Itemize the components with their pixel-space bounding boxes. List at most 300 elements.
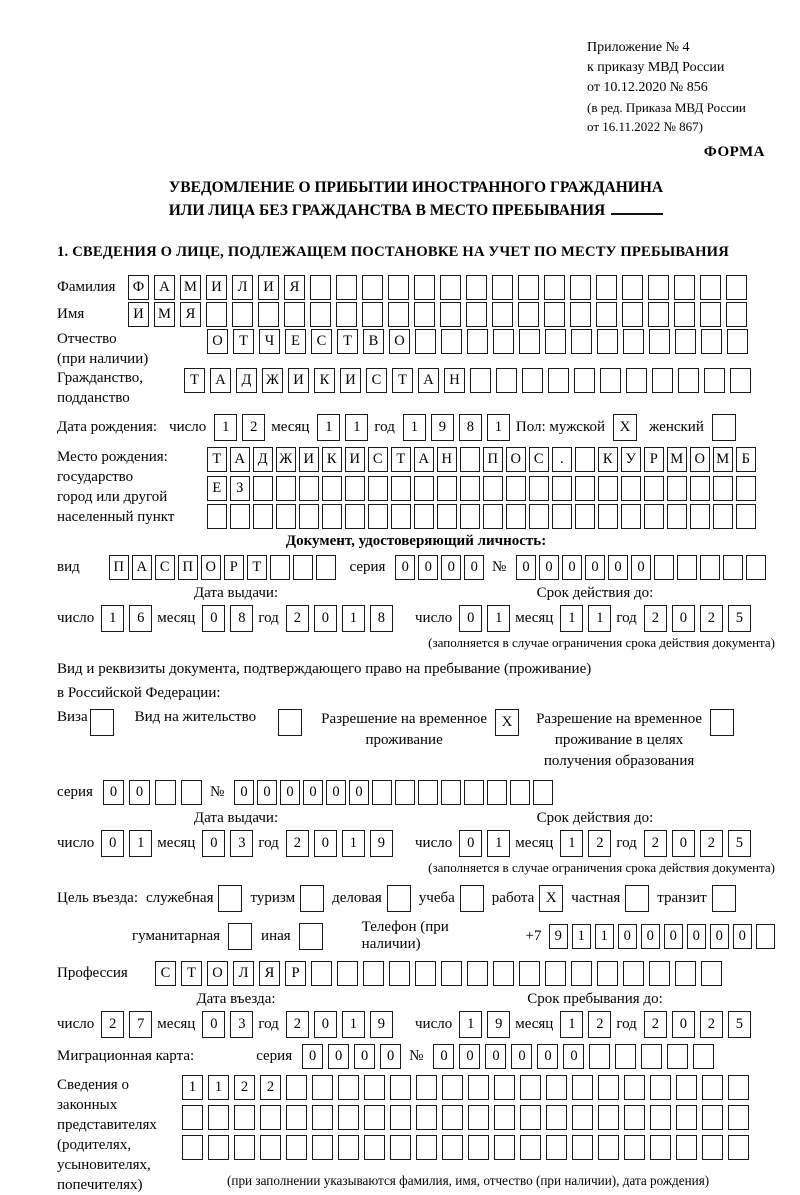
form-cell[interactable]: 0 (459, 1044, 480, 1069)
form-cell[interactable] (545, 329, 566, 354)
form-cell[interactable]: 0 (354, 1044, 375, 1069)
form-cell[interactable]: 3 (230, 830, 253, 857)
sex-female-checkbox[interactable] (712, 414, 736, 441)
form-cell[interactable] (483, 504, 503, 529)
form-cell[interactable] (414, 476, 434, 501)
form-cell[interactable] (310, 302, 331, 327)
form-cell[interactable] (690, 504, 710, 529)
form-cell[interactable]: 0 (672, 1011, 695, 1038)
form-cell[interactable] (623, 961, 644, 986)
form-cell[interactable] (487, 780, 507, 805)
form-cell[interactable]: 1 (560, 605, 583, 632)
form-cell[interactable] (723, 555, 743, 580)
form-cell[interactable]: Я (180, 302, 201, 327)
form-cell[interactable] (650, 1075, 671, 1100)
form-cell[interactable] (208, 1135, 229, 1160)
form-cell[interactable]: О (207, 961, 228, 986)
form-cell[interactable] (756, 924, 776, 949)
form-cell[interactable] (416, 1105, 437, 1130)
form-cell[interactable]: 0 (314, 1011, 337, 1038)
form-cell[interactable]: 0 (710, 924, 730, 949)
form-cell[interactable] (338, 1075, 359, 1100)
form-cell[interactable]: Р (285, 961, 306, 986)
form-cell[interactable]: 0 (539, 555, 559, 580)
form-cell[interactable]: 1 (345, 414, 368, 441)
form-cell[interactable] (362, 302, 383, 327)
form-cell[interactable]: X (495, 709, 519, 736)
form-cell[interactable] (416, 1135, 437, 1160)
form-cell[interactable] (574, 368, 595, 393)
form-cell[interactable] (316, 555, 336, 580)
form-cell[interactable] (299, 504, 319, 529)
form-cell[interactable]: А (418, 368, 439, 393)
form-cell[interactable] (520, 1135, 541, 1160)
form-cell[interactable] (464, 780, 484, 805)
form-cell[interactable] (387, 885, 411, 912)
form-cell[interactable] (494, 1135, 515, 1160)
form-cell[interactable]: 0 (459, 830, 482, 857)
purpose-humanitarian-checkbox[interactable] (228, 923, 252, 950)
form-cell[interactable] (442, 1075, 463, 1100)
form-cell[interactable] (182, 1105, 203, 1130)
form-cell[interactable] (571, 329, 592, 354)
form-cell[interactable]: 1 (560, 1011, 583, 1038)
form-cell[interactable] (529, 504, 549, 529)
form-cell[interactable]: С (368, 447, 388, 472)
form-cell[interactable] (494, 1105, 515, 1130)
form-cell[interactable]: 2 (644, 605, 667, 632)
form-cell[interactable] (726, 302, 747, 327)
form-cell[interactable] (676, 1105, 697, 1130)
form-cell[interactable] (312, 1135, 333, 1160)
form-cell[interactable] (494, 1075, 515, 1100)
form-cell[interactable] (336, 302, 357, 327)
form-cell[interactable] (644, 504, 664, 529)
form-cell[interactable]: 1 (208, 1075, 229, 1100)
form-cell[interactable] (368, 504, 388, 529)
form-cell[interactable] (442, 1105, 463, 1130)
form-cell[interactable] (90, 709, 114, 736)
form-cell[interactable]: К (598, 447, 618, 472)
form-cell[interactable] (702, 1075, 723, 1100)
form-cell[interactable] (650, 1135, 671, 1160)
form-cell[interactable]: 0 (302, 1044, 323, 1069)
form-cell[interactable] (649, 961, 670, 986)
form-cell[interactable]: И (340, 368, 361, 393)
form-cell[interactable]: Я (259, 961, 280, 986)
form-cell[interactable]: 0 (672, 830, 695, 857)
form-cell[interactable] (506, 476, 526, 501)
form-cell[interactable] (570, 302, 591, 327)
form-cell[interactable]: 0 (202, 1011, 225, 1038)
form-cell[interactable] (278, 709, 302, 736)
form-cell[interactable]: 0 (664, 924, 684, 949)
form-cell[interactable] (441, 329, 462, 354)
form-cell[interactable]: 2 (286, 605, 309, 632)
purpose-other-checkbox[interactable] (299, 923, 323, 950)
form-cell[interactable]: О (389, 329, 410, 354)
form-cell[interactable]: С (155, 555, 175, 580)
form-cell[interactable]: 1 (572, 924, 592, 949)
form-cell[interactable] (575, 447, 595, 472)
form-cell[interactable] (552, 504, 572, 529)
form-cell[interactable] (234, 1135, 255, 1160)
form-cell[interactable] (493, 329, 514, 354)
form-cell[interactable]: X (613, 414, 637, 441)
form-cell[interactable]: Т (184, 368, 205, 393)
form-cell[interactable] (496, 368, 517, 393)
form-cell[interactable]: 3 (230, 1011, 253, 1038)
form-cell[interactable]: 0 (433, 1044, 454, 1069)
form-cell[interactable]: 1 (487, 830, 510, 857)
form-cell[interactable]: 0 (687, 924, 707, 949)
form-cell[interactable]: А (154, 275, 175, 300)
purpose-study-checkbox[interactable] (460, 885, 484, 912)
form-cell[interactable]: 1 (342, 830, 365, 857)
form-cell[interactable]: 0 (562, 555, 582, 580)
form-cell[interactable]: . (552, 447, 572, 472)
form-cell[interactable]: И (345, 447, 365, 472)
form-cell[interactable]: В (363, 329, 384, 354)
form-cell[interactable] (181, 780, 202, 805)
form-cell[interactable] (678, 368, 699, 393)
form-cell[interactable]: 0 (101, 830, 124, 857)
form-cell[interactable]: Б (736, 447, 756, 472)
form-cell[interactable] (364, 1135, 385, 1160)
form-cell[interactable]: А (210, 368, 231, 393)
form-cell[interactable]: Ч (259, 329, 280, 354)
form-cell[interactable] (415, 329, 436, 354)
form-cell[interactable]: 1 (182, 1075, 203, 1100)
form-cell[interactable] (460, 885, 484, 912)
form-cell[interactable] (623, 329, 644, 354)
form-cell[interactable]: Т (247, 555, 267, 580)
form-cell[interactable]: 0 (608, 555, 628, 580)
form-cell[interactable] (284, 302, 305, 327)
form-cell[interactable] (437, 476, 457, 501)
form-cell[interactable]: И (299, 447, 319, 472)
form-cell[interactable]: А (230, 447, 250, 472)
form-cell[interactable]: 8 (230, 605, 253, 632)
form-cell[interactable] (276, 504, 296, 529)
form-cell[interactable]: 8 (370, 605, 393, 632)
form-cell[interactable] (276, 476, 296, 501)
form-cell[interactable]: Л (233, 961, 254, 986)
form-cell[interactable] (519, 961, 540, 986)
form-cell[interactable] (713, 504, 733, 529)
form-cell[interactable]: 1 (403, 414, 426, 441)
form-cell[interactable] (391, 504, 411, 529)
form-cell[interactable] (440, 275, 461, 300)
form-cell[interactable] (726, 275, 747, 300)
form-cell[interactable] (466, 302, 487, 327)
form-cell[interactable]: 0 (618, 924, 638, 949)
form-cell[interactable] (414, 275, 435, 300)
form-cell[interactable]: 0 (303, 780, 323, 805)
form-cell[interactable] (624, 1105, 645, 1130)
form-cell[interactable] (492, 302, 513, 327)
form-cell[interactable] (208, 1105, 229, 1130)
form-cell[interactable] (520, 1105, 541, 1130)
form-cell[interactable]: У (621, 447, 641, 472)
form-cell[interactable] (544, 302, 565, 327)
form-cell[interactable]: 1 (101, 605, 124, 632)
form-cell[interactable] (442, 1135, 463, 1160)
form-cell[interactable] (286, 1075, 307, 1100)
form-cell[interactable]: 1 (214, 414, 237, 441)
form-cell[interactable]: И (258, 275, 279, 300)
form-cell[interactable]: 5 (728, 1011, 751, 1038)
form-cell[interactable] (730, 368, 751, 393)
form-cell[interactable] (368, 476, 388, 501)
form-cell[interactable]: 7 (129, 1011, 152, 1038)
form-cell[interactable] (552, 476, 572, 501)
form-cell[interactable]: О (690, 447, 710, 472)
form-cell[interactable]: 2 (644, 830, 667, 857)
form-cell[interactable] (675, 961, 696, 986)
form-cell[interactable]: 6 (129, 605, 152, 632)
form-cell[interactable]: С (155, 961, 176, 986)
form-cell[interactable] (624, 1135, 645, 1160)
visa-checkbox[interactable] (90, 709, 114, 736)
form-cell[interactable] (598, 504, 618, 529)
form-cell[interactable] (621, 504, 641, 529)
form-cell[interactable] (218, 885, 242, 912)
form-cell[interactable]: 0 (202, 830, 225, 857)
form-cell[interactable] (728, 1075, 749, 1100)
form-cell[interactable] (418, 780, 438, 805)
form-cell[interactable] (710, 709, 734, 736)
form-cell[interactable]: Т (337, 329, 358, 354)
form-cell[interactable]: 0 (641, 924, 661, 949)
form-cell[interactable] (364, 1075, 385, 1100)
form-cell[interactable]: Н (437, 447, 457, 472)
form-cell[interactable] (519, 329, 540, 354)
form-cell[interactable]: Л (232, 275, 253, 300)
form-cell[interactable] (414, 302, 435, 327)
form-cell[interactable] (700, 555, 720, 580)
form-cell[interactable] (493, 961, 514, 986)
form-cell[interactable]: О (506, 447, 526, 472)
form-cell[interactable] (415, 961, 436, 986)
form-cell[interactable]: 0 (349, 780, 369, 805)
form-cell[interactable] (310, 275, 331, 300)
form-cell[interactable]: 5 (728, 830, 751, 857)
form-cell[interactable] (529, 476, 549, 501)
form-cell[interactable] (299, 476, 319, 501)
form-cell[interactable] (546, 1105, 567, 1130)
form-cell[interactable]: Е (285, 329, 306, 354)
form-cell[interactable]: Т (392, 368, 413, 393)
form-cell[interactable] (345, 504, 365, 529)
form-cell[interactable]: Ж (276, 447, 296, 472)
form-cell[interactable]: 0 (418, 555, 438, 580)
form-cell[interactable]: 0 (395, 555, 415, 580)
form-cell[interactable]: 1 (342, 1011, 365, 1038)
form-cell[interactable]: Т (207, 447, 227, 472)
form-cell[interactable]: 5 (728, 605, 751, 632)
form-cell[interactable] (468, 1105, 489, 1130)
form-cell[interactable] (228, 923, 252, 950)
form-cell[interactable] (518, 302, 539, 327)
form-cell[interactable]: С (366, 368, 387, 393)
form-cell[interactable]: 2 (588, 830, 611, 857)
form-cell[interactable] (440, 302, 461, 327)
form-cell[interactable]: А (414, 447, 434, 472)
form-cell[interactable]: 0 (459, 605, 482, 632)
form-cell[interactable] (667, 476, 687, 501)
form-cell[interactable] (597, 961, 618, 986)
form-cell[interactable]: 2 (700, 605, 723, 632)
form-cell[interactable] (468, 1075, 489, 1100)
form-cell[interactable] (575, 504, 595, 529)
purpose-tourism-checkbox[interactable] (300, 885, 324, 912)
form-cell[interactable] (460, 447, 480, 472)
form-cell[interactable]: 1 (342, 605, 365, 632)
sex-male-checkbox[interactable] (613, 414, 637, 441)
form-cell[interactable] (483, 476, 503, 501)
form-cell[interactable]: Ф (128, 275, 149, 300)
form-cell[interactable] (533, 780, 553, 805)
form-cell[interactable] (625, 885, 649, 912)
form-cell[interactable] (575, 476, 595, 501)
form-cell[interactable]: Д (236, 368, 257, 393)
form-cell[interactable] (372, 780, 392, 805)
form-cell[interactable]: 2 (286, 1011, 309, 1038)
form-cell[interactable] (300, 885, 324, 912)
form-cell[interactable]: 0 (516, 555, 536, 580)
form-cell[interactable]: М (713, 447, 733, 472)
form-cell[interactable] (701, 961, 722, 986)
form-cell[interactable] (155, 780, 176, 805)
form-cell[interactable] (293, 555, 313, 580)
form-cell[interactable]: X (539, 885, 563, 912)
form-cell[interactable] (336, 275, 357, 300)
form-cell[interactable]: О (201, 555, 221, 580)
form-cell[interactable] (510, 780, 530, 805)
form-cell[interactable] (572, 1105, 593, 1130)
form-cell[interactable] (312, 1105, 333, 1130)
form-cell[interactable] (460, 504, 480, 529)
form-cell[interactable]: Т (181, 961, 202, 986)
form-cell[interactable] (337, 961, 358, 986)
form-cell[interactable]: 9 (370, 1011, 393, 1038)
form-cell[interactable]: 2 (286, 830, 309, 857)
form-cell[interactable]: 0 (202, 605, 225, 632)
form-cell[interactable]: 2 (588, 1011, 611, 1038)
form-cell[interactable]: О (207, 329, 228, 354)
form-cell[interactable]: Н (444, 368, 465, 393)
form-cell[interactable]: 1 (595, 924, 615, 949)
form-cell[interactable]: 9 (549, 924, 569, 949)
form-cell[interactable]: 9 (487, 1011, 510, 1038)
form-cell[interactable] (322, 476, 342, 501)
form-cell[interactable]: 1 (588, 605, 611, 632)
form-cell[interactable] (544, 275, 565, 300)
form-cell[interactable] (546, 1135, 567, 1160)
form-cell[interactable] (676, 1135, 697, 1160)
form-cell[interactable] (437, 504, 457, 529)
form-cell[interactable] (260, 1105, 281, 1130)
form-cell[interactable] (649, 329, 670, 354)
form-cell[interactable]: Р (644, 447, 664, 472)
form-cell[interactable] (677, 555, 697, 580)
form-cell[interactable]: 2 (700, 830, 723, 857)
form-cell[interactable]: 2 (242, 414, 265, 441)
form-cell[interactable]: Я (284, 275, 305, 300)
form-cell[interactable] (676, 1075, 697, 1100)
form-cell[interactable] (712, 414, 736, 441)
form-cell[interactable] (389, 961, 410, 986)
form-cell[interactable] (727, 329, 748, 354)
form-cell[interactable]: П (109, 555, 129, 580)
form-cell[interactable] (667, 504, 687, 529)
form-cell[interactable]: 0 (380, 1044, 401, 1069)
form-cell[interactable] (520, 1075, 541, 1100)
form-cell[interactable] (548, 368, 569, 393)
form-cell[interactable] (571, 961, 592, 986)
form-cell[interactable] (622, 302, 643, 327)
form-cell[interactable] (596, 275, 617, 300)
form-cell[interactable]: 2 (234, 1075, 255, 1100)
form-cell[interactable]: 0 (537, 1044, 558, 1069)
form-cell[interactable]: Р (224, 555, 244, 580)
form-cell[interactable] (460, 476, 480, 501)
form-cell[interactable] (286, 1135, 307, 1160)
form-cell[interactable] (690, 476, 710, 501)
form-cell[interactable] (572, 1075, 593, 1100)
form-cell[interactable]: Т (391, 447, 411, 472)
form-cell[interactable] (391, 476, 411, 501)
form-cell[interactable] (522, 368, 543, 393)
form-cell[interactable] (570, 275, 591, 300)
form-cell[interactable] (702, 1135, 723, 1160)
form-cell[interactable] (395, 780, 415, 805)
form-cell[interactable] (674, 275, 695, 300)
form-cell[interactable] (622, 275, 643, 300)
form-cell[interactable]: 0 (511, 1044, 532, 1069)
form-cell[interactable]: 0 (631, 555, 651, 580)
form-cell[interactable] (390, 1135, 411, 1160)
form-cell[interactable] (253, 504, 273, 529)
form-cell[interactable] (388, 302, 409, 327)
form-cell[interactable] (545, 961, 566, 986)
form-cell[interactable]: 0 (485, 1044, 506, 1069)
form-cell[interactable] (207, 504, 227, 529)
form-cell[interactable] (467, 961, 488, 986)
form-cell[interactable]: 1 (487, 605, 510, 632)
form-cell[interactable]: 0 (441, 555, 461, 580)
form-cell[interactable] (702, 1105, 723, 1130)
form-cell[interactable] (641, 1044, 662, 1069)
form-cell[interactable] (467, 329, 488, 354)
form-cell[interactable]: К (322, 447, 342, 472)
form-cell[interactable] (598, 1135, 619, 1160)
form-cell[interactable] (441, 961, 462, 986)
form-cell[interactable] (390, 1105, 411, 1130)
form-cell[interactable]: 1 (560, 830, 583, 857)
form-cell[interactable] (644, 476, 664, 501)
form-cell[interactable] (466, 275, 487, 300)
form-cell[interactable]: 0 (672, 605, 695, 632)
form-cell[interactable]: 1 (129, 830, 152, 857)
form-cell[interactable] (704, 368, 725, 393)
form-cell[interactable] (312, 1075, 333, 1100)
form-cell[interactable] (654, 555, 674, 580)
form-cell[interactable]: К (314, 368, 335, 393)
form-cell[interactable]: З (230, 476, 250, 501)
form-cell[interactable] (182, 1135, 203, 1160)
